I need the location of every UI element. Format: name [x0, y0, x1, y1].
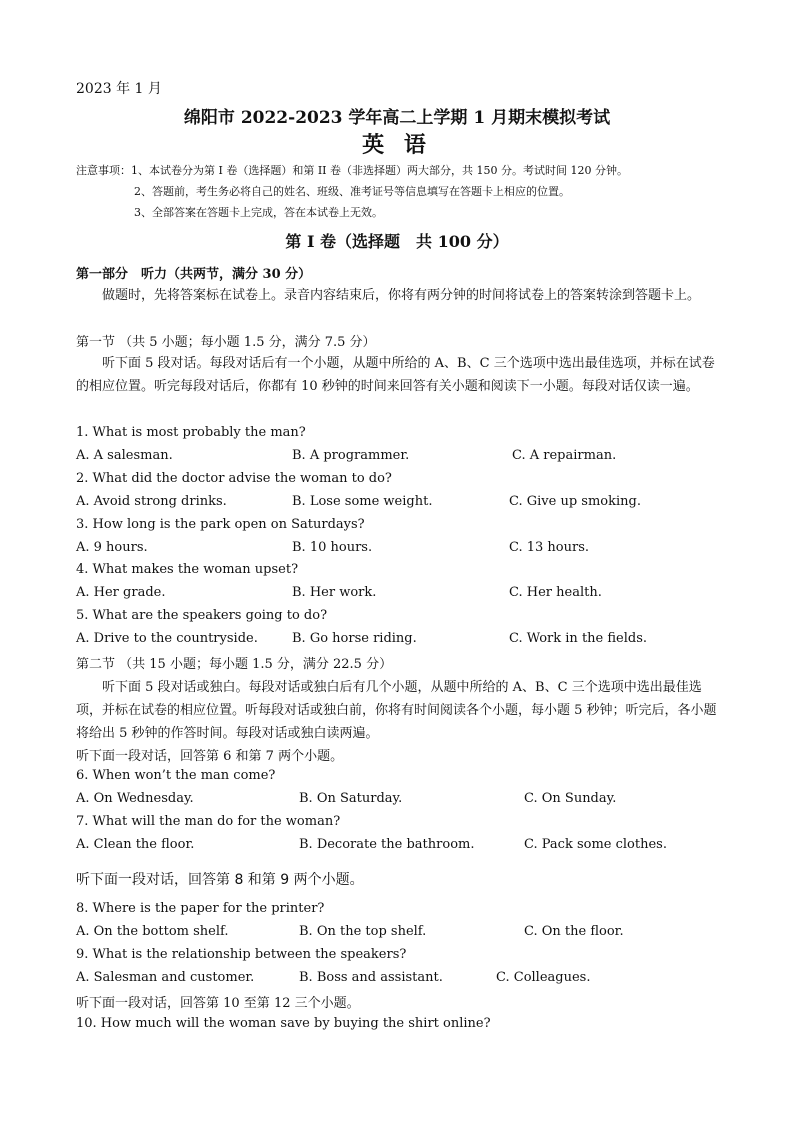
q2-option-a: A. Avoid strong drinks. — [76, 494, 227, 509]
q5-option-b: B. Go horse riding. — [292, 631, 417, 646]
notice-line-2: 2、答题前，考生务必将自己的姓名、班级、准考证号等信息填写在答题卡上相应的位置。 — [134, 185, 570, 198]
part-one-title: 第一部分 听力（共两节，满分 30 分） — [76, 267, 312, 282]
q9-option-a: A. Salesman and customer. — [76, 970, 255, 985]
q4-option-c: C. Her health. — [509, 585, 602, 600]
exam-title: 绵阳市 2022-2023 学年高二上学期 1 月期末模拟考试 — [183, 108, 611, 128]
part-one-intro: 做题时，先将答案标在试卷上。录音内容结束后，你将有两分钟的时间将试卷上的答案转涂到答题卡上。 — [102, 288, 701, 303]
section-one-instructions: 听下面 5 段对话。每段对话后有一个小题，从题中所给的 A、B、C 三个选项中选出最佳选项，并标在试卷的相应位置。听完每段对话后，你都有 10 秒钟的时间来回答有关小题和阅读下一小题。每段对话仅读一遍。 — [76, 356, 715, 394]
section-title: 第 I 卷（选择题 共 100 分） — [285, 232, 509, 251]
q7-option-a: A. Clean the floor. — [76, 837, 195, 852]
subject-title: 英 语 — [362, 132, 432, 158]
exam-date: 2023 年 1 月 — [76, 81, 162, 97]
q7-option-b: B. Decorate the bathroom. — [299, 837, 475, 852]
q3-option-b: B. 10 hours. — [292, 540, 373, 555]
question-7: 7. What will the man do for the woman? — [76, 814, 341, 829]
q1-option-b: B. A programmer. — [292, 448, 410, 463]
q8-option-b: B. On the top shelf. — [299, 924, 427, 939]
prompt-10-12: 听下面一段对话，回答第 10 至第 12 三个小题。 — [76, 996, 360, 1011]
q5-option-a: A. Drive to the countryside. — [76, 631, 258, 646]
q8-option-a: A. On the bottom shelf. — [76, 924, 229, 939]
q5-option-c: C. Work in the fields. — [509, 631, 648, 646]
question-4: 4. What makes the woman upset? — [76, 562, 299, 577]
question-2: 2. What did the doctor advise the woman to do? — [76, 471, 392, 486]
prompt-8-9: 听下面一段对话，回答第 8 和第 9 两个小题。 — [76, 872, 364, 888]
question-9: 9. What is the relationship between the speakers? — [76, 947, 407, 962]
prompt-6-7: 听下面一段对话，回答第 6 和第 7 两个小题。 — [76, 749, 344, 764]
q2-option-b: B. Lose some weight. — [292, 494, 433, 509]
q2-option-c: C. Give up smoking. — [509, 494, 641, 509]
q6-option-b: B. On Saturday. — [299, 791, 403, 806]
question-8: 8. Where is the paper for the printer? — [76, 901, 325, 916]
question-5: 5. What are the speakers going to do? — [76, 608, 328, 623]
section-two-title: 第二节 （共 15 小题；每小题 1.5 分，满分 22.5 分） — [76, 657, 393, 672]
q7-option-c: C. Pack some clothes. — [524, 837, 667, 852]
question-6: 6. When won’t the man come? — [76, 768, 276, 783]
q9-option-c: C. Colleagues. — [496, 970, 591, 985]
q6-option-a: A. On Wednesday. — [76, 791, 194, 806]
q6-option-c: C. On Sunday. — [524, 791, 617, 806]
question-3: 3. How long is the park open on Saturdays? — [76, 517, 365, 532]
q1-option-a: A. A salesman. — [76, 448, 173, 463]
q4-option-a: A. Her grade. — [76, 585, 166, 600]
q3-option-c: C. 13 hours. — [509, 540, 590, 555]
notice-line-1: 注意事项：1、本试卷分为第 I 卷（选择题）和第 II 卷（非选择题）两大部分，共 150 分。考试时间 120 分钟。 — [76, 164, 628, 177]
question-1: 1. What is most probably the man? — [76, 425, 306, 440]
q1-option-c: C. A repairman. — [512, 448, 617, 463]
notice-line-3: 3、全部答案在答题卡上完成，答在本试卷上无效。 — [134, 206, 383, 219]
q9-option-b: B. Boss and assistant. — [299, 970, 443, 985]
q8-option-c: C. On the floor. — [524, 924, 624, 939]
question-10: 10. How much will the woman save by buying the shirt online? — [76, 1016, 491, 1031]
section-two-instructions: 听下面 5 段对话或独白。每段对话或独白后有几个小题，从题中所给的 A、B、C 三个选项中选出最佳选项，并标在试卷的相应位置。听每段对话或独白前，你将有时间阅读各个小题，每小题 5 秒钟；听完后，各小题将给出 5 秒钟的作答时间。每段对话或独白读两遍。 — [76, 680, 717, 741]
q4-option-b: B. Her work. — [292, 585, 377, 600]
section-one-title: 第一节 （共 5 小题；每小题 1.5 分，满分 7.5 分） — [76, 335, 376, 350]
q3-option-a: A. 9 hours. — [76, 540, 148, 555]
